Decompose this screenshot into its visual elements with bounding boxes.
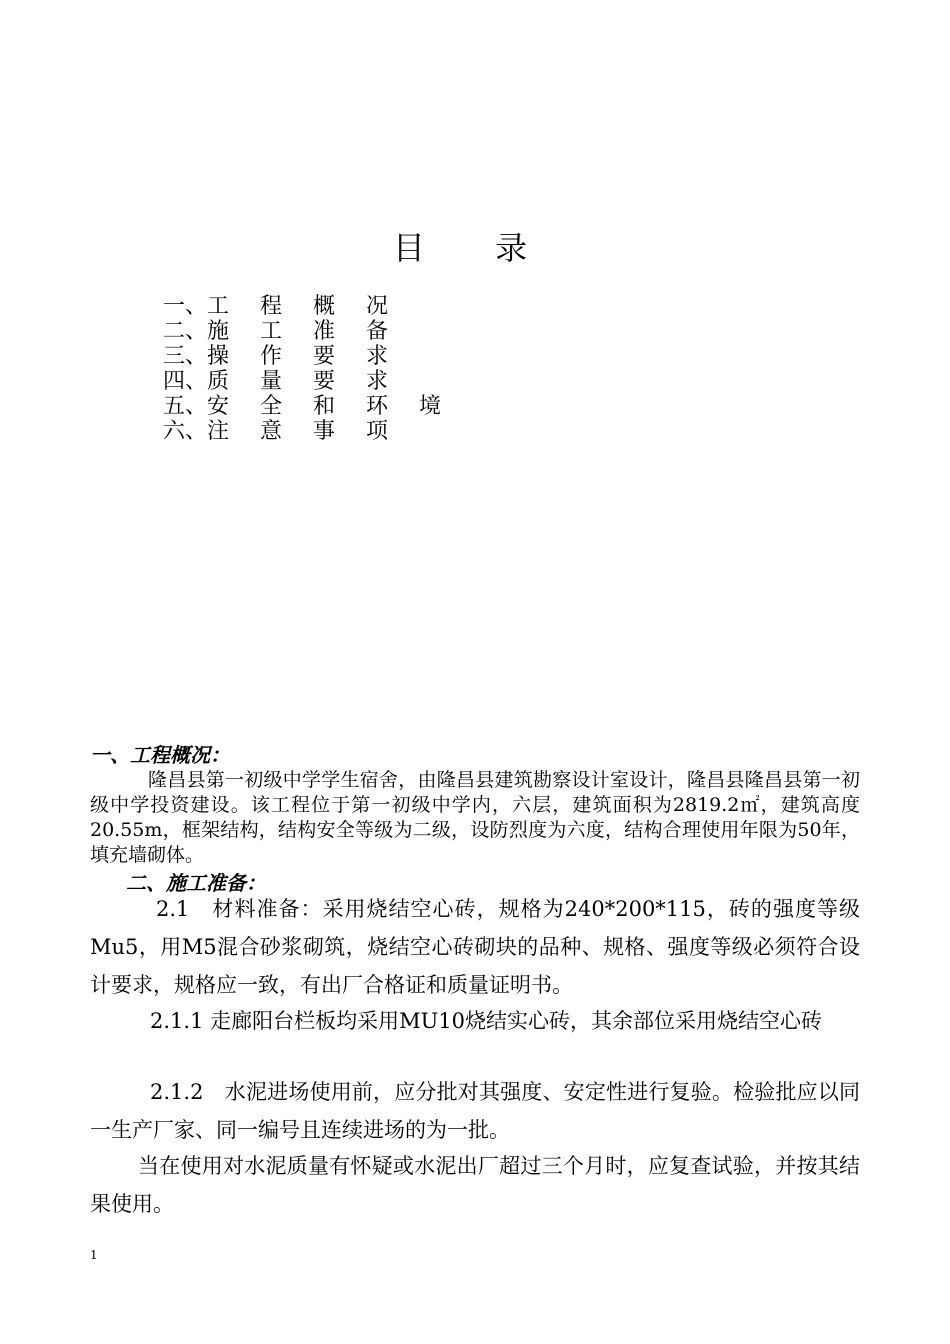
overview-paragraph: 隆昌县第一初级中学学生宿舍，由隆昌县建筑勘察设计室设计，隆昌县隆昌县第一初级中学投资建设。该工程位于第一初级中学内，六层，建筑面积为2819.2㎡，建筑高度20.55m，框架结构，结构安全等级为二级，设防烈度为六度，结构合理使用年限为50年，填充墙砌体。 xyxy=(90,769,860,866)
toc-item-label: 施 工 准 备 xyxy=(207,319,400,344)
toc-item xyxy=(163,419,453,444)
toc-item-number: 四、 xyxy=(163,369,208,394)
toc-list xyxy=(163,294,453,444)
toc-item xyxy=(163,369,453,394)
materials-paragraph: 2.1 材料准备：采用烧结空心砖，规格为240*200*115，砖的强度等级Mu5，用M5混合砂浆砌筑，烧结空心砖砌块的品种、规格、强度等级必须符合设计要求，规格应一致，有出厂合格证和质量证明书。 xyxy=(90,897,860,997)
toc-item xyxy=(163,319,453,344)
toc-item-number: 二、 xyxy=(163,319,208,344)
toc-item xyxy=(163,394,453,419)
toc-title: 目 录 xyxy=(392,229,558,267)
toc-item-label: 注 意 事 项 xyxy=(207,419,400,444)
cement-retest-paragraph: 2.1.2 水泥进场使用前，应分批对其强度、安定性进行复验。检验批应以同一生产厂家、同一编号且连续进场的为一批。 xyxy=(90,1080,860,1142)
toc-item-number: 三、 xyxy=(163,344,208,369)
toc-item-label: 工 程 概 况 xyxy=(207,294,400,319)
section-heading-overview: 一、工程概况： xyxy=(90,743,230,767)
toc-item-label: 操 作 要 求 xyxy=(207,344,400,369)
toc-item xyxy=(163,344,453,369)
section-heading-preparation: 二、施工准备： xyxy=(126,871,266,895)
toc-item xyxy=(163,294,453,319)
railing-brick-paragraph: 2.1.1 走廊阳台栏板均采用MU10烧结实心砖，其余部位采用烧结空心砖 xyxy=(150,1009,823,1033)
toc-item-number: 一、 xyxy=(163,294,208,319)
toc-item-label: 质 量 要 求 xyxy=(207,369,400,394)
toc-item-label: 安 全 和 环 境 xyxy=(207,394,453,419)
cement-quality-paragraph: 当在使用对水泥质量有怀疑或水泥出厂超过三个月时，应复查试验，并按其结果使用。 xyxy=(90,1154,860,1216)
toc-item-number: 六、 xyxy=(163,419,208,444)
page-number: 1 xyxy=(90,1248,98,1262)
toc-item-number: 五、 xyxy=(163,394,208,419)
